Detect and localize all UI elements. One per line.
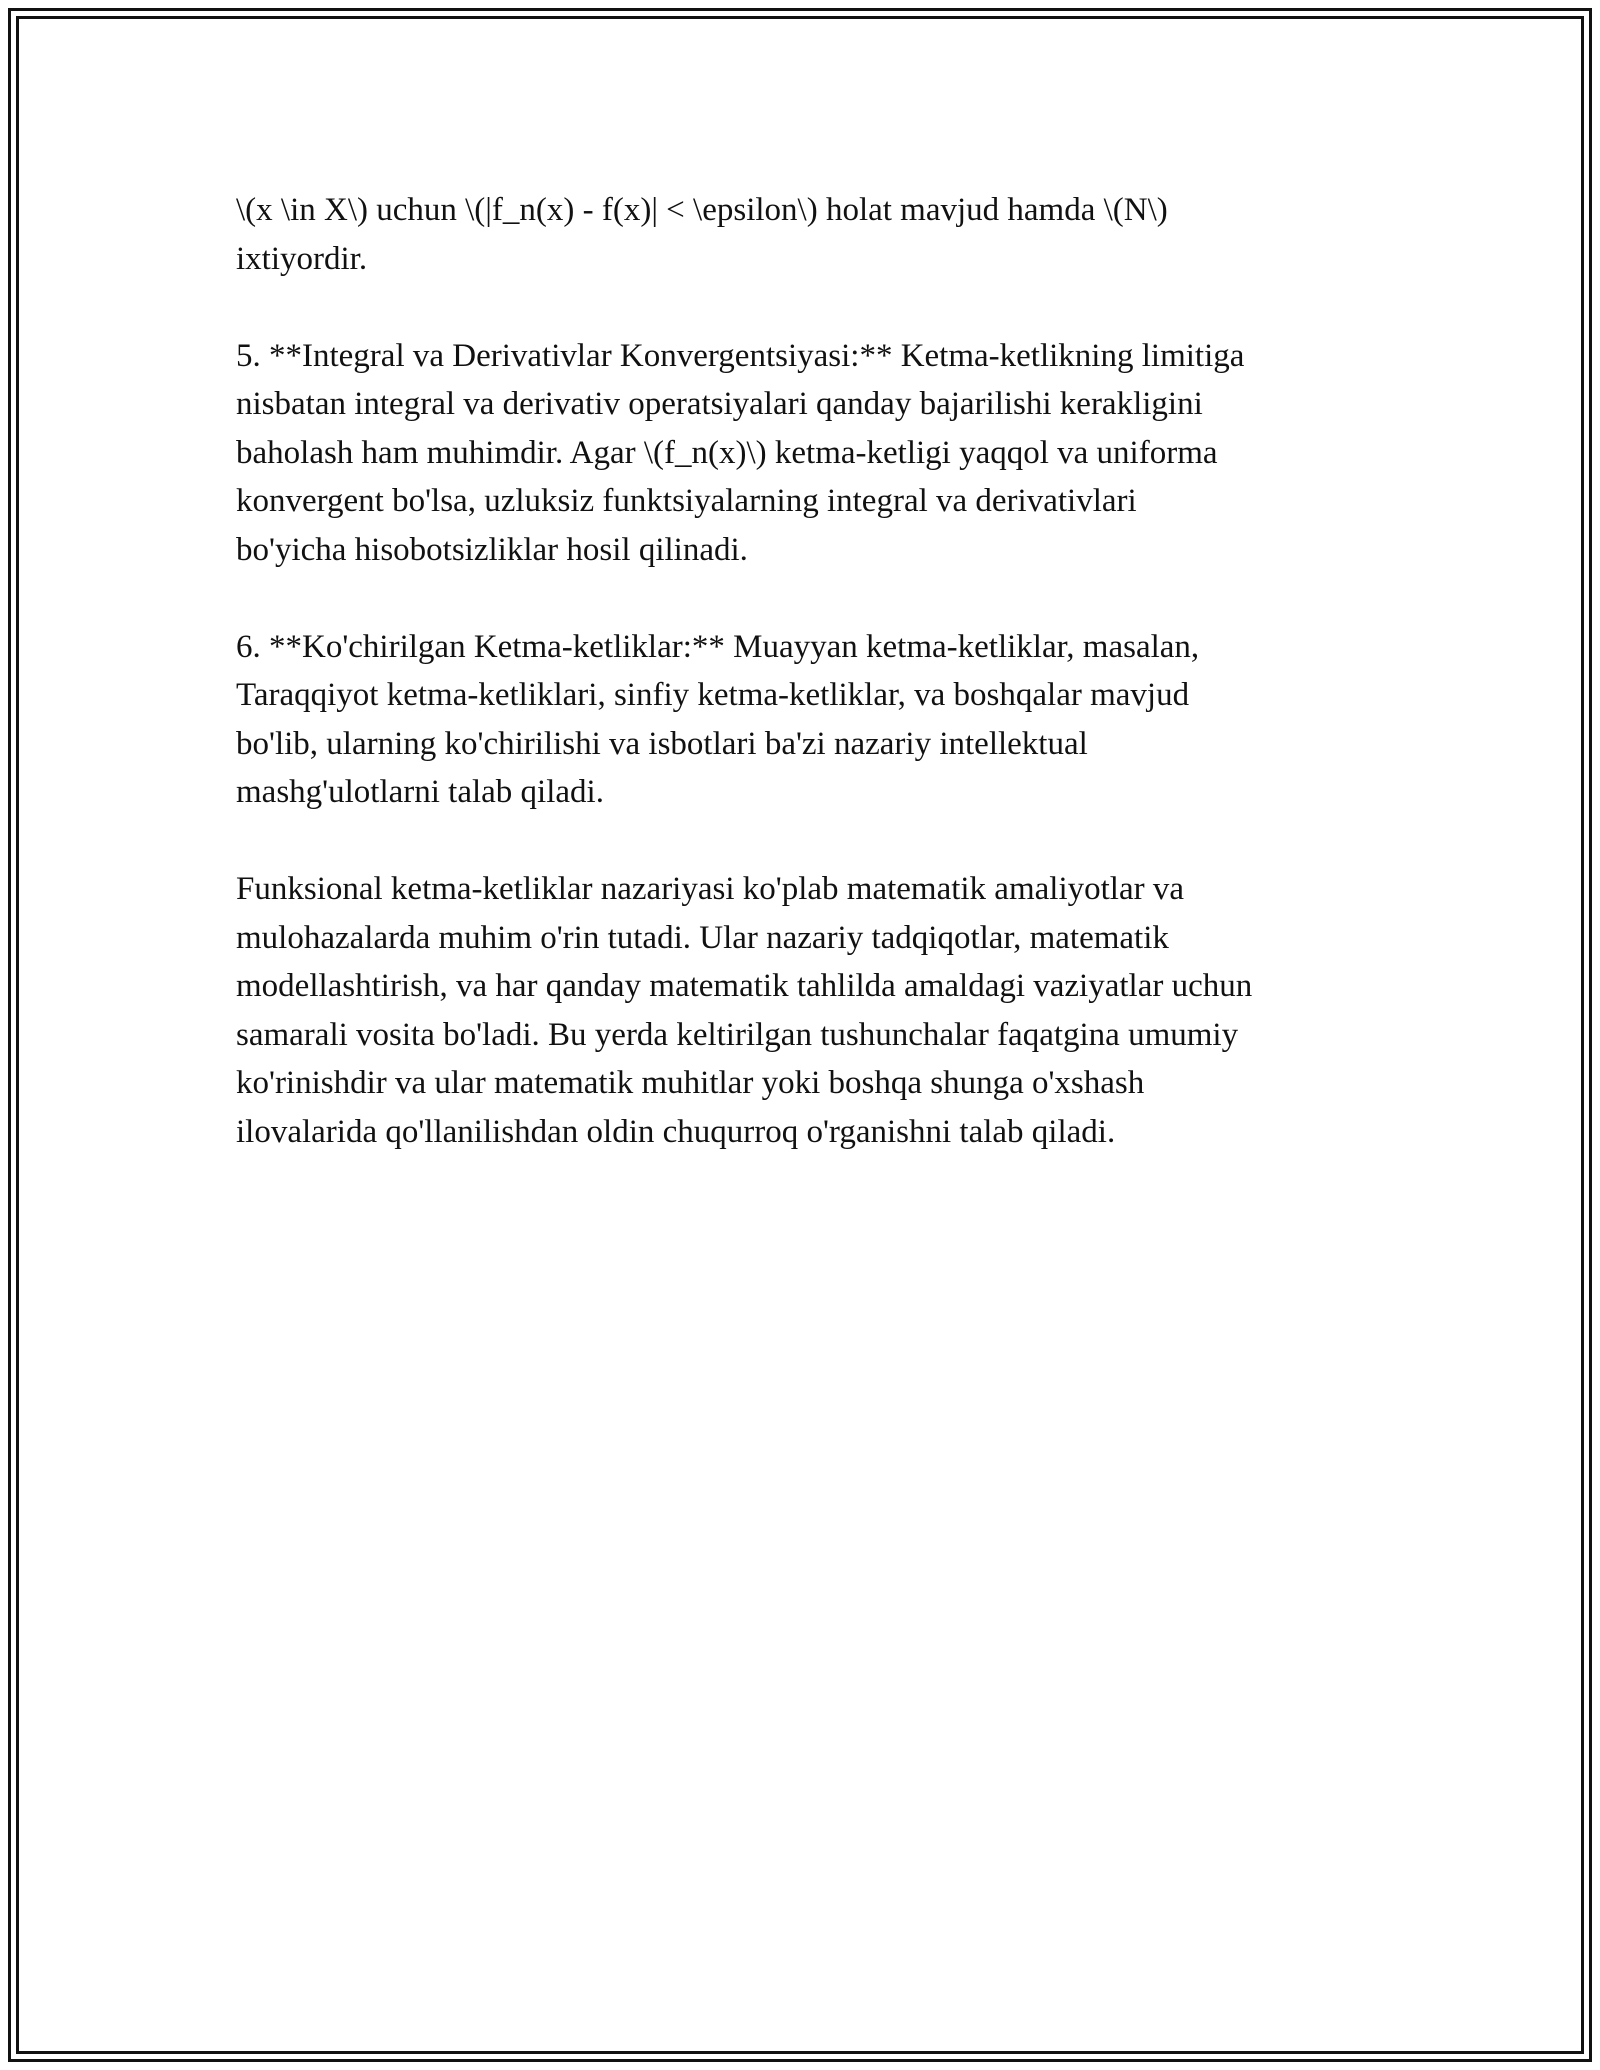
document-body [236,186,1386,1205]
paragraph-integral-derivative-convergence: 5. **Integral va Derivativlar Konvergentsiyasi:** Ketma-ketlikning limitiga nisbatan integral va derivativ operatsiyalari qanday bajarilishi kerakligini baholash ham muhimdir. Agar \(f_n(x)\) ketma-ketligi yaqqol va uniforma konvergent bo'lsa, uzluksiz funktsiyalarning integral va derivativlari bo'yicha hisobotsizliklar hosil qilinadi. [236,337,1245,568]
paragraph-conclusion: Funksional ketma-ketliklar nazariyasi ko'plab matematik amaliyotlar va mulohazalarda muhim o'rin tutadi. Ular nazariy tadqiqotlar, matematik modellashtirish, va har qanday matematik tahlilda amaldagi vaziyatlar uchun samarali vosita bo'ladi. Bu yerda keltirilgan tushunchalar faqatgina umumiy ko'rinishdir va ular matematik muhitlar yoki boshqa shunga o'xshash ilovalarida qo'llanilishdan oldin chuqurroq o'rganishni talab qiladi. [236,871,1253,1150]
paragraph-uniform-convergence-condition: \(x \in X\) uchun \(|f_n(x) - f(x)| < \epsilon\) holat mavjud hamda \(N\) ixtiyordir. [236,192,1168,277]
paragraph-transferred-sequences: 6. **Ko'chirilgan Ketma-ketliklar:** Muayyan ketma-ketliklar, masalan, Taraqqiyot ketma-ketliklari, sinfiy ketma-ketliklar, va boshqalar mavjud bo'lib, ularning ko'chirilishi va isbotlari ba'zi nazariy intellektual mashg'ulotlarni talab qiladi. [236,628,1200,810]
